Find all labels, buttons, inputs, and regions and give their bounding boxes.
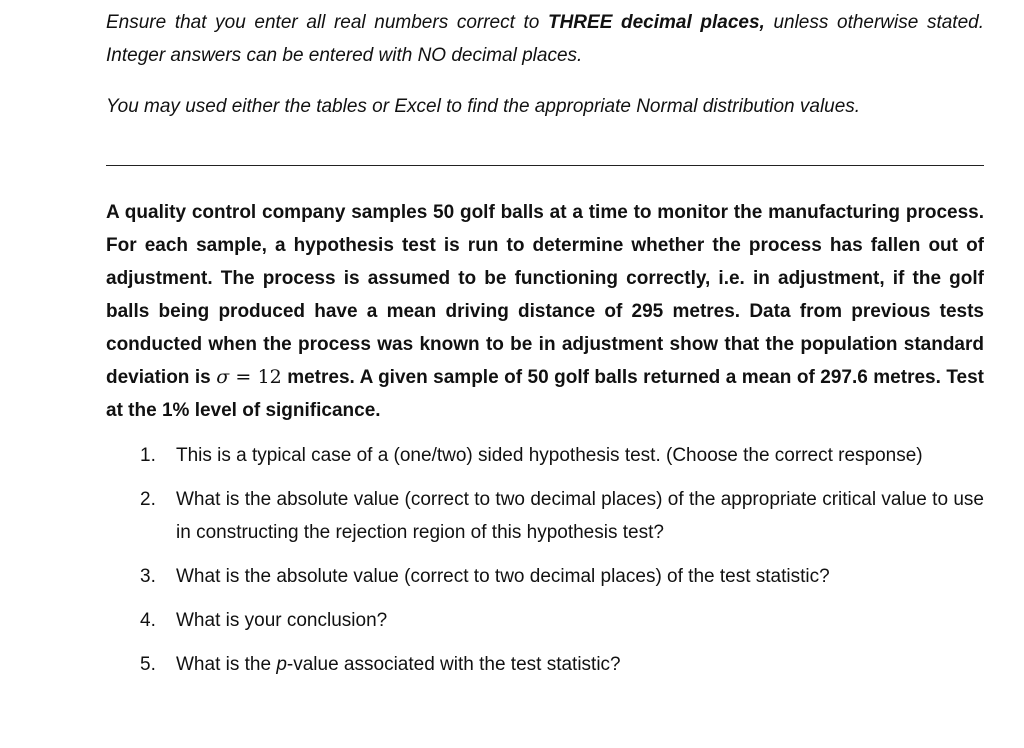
instruction-decimal-places (106, 6, 984, 72)
sigma-value: = 12 (229, 366, 282, 388)
question-item (106, 439, 984, 472)
instruction-emphasis: THREE decimal places, (547, 12, 765, 33)
instruction-tables: You may used either the tables or Excel to find the appropriate Normal distribution values. (106, 96, 861, 117)
question-text-pre: What is the (176, 654, 277, 675)
question-item (106, 483, 984, 549)
sigma-symbol: σ (216, 366, 230, 388)
section-divider (106, 165, 984, 166)
question-number: 2. (140, 489, 156, 510)
problem-text-post: metres. A given sample of 50 golf balls returned a mean of 297.6 metres. Test at the 1% level of significance. (106, 367, 984, 421)
problem-text-pre: A quality control company samples 50 golf balls at a time to monitor the manufacturing process. For each sample, a hypothesis test is run to determine whether the process has fallen out of adjustment. The process is assumed to be functioning correctly, i.e. in adjustment, if the golf balls being produced have a mean driving distance of 295 metres. Data from previous tests conducted when the process was known to be in adjustment show that the population standard deviation is (106, 202, 984, 388)
question-text (176, 654, 621, 675)
question-item (106, 560, 984, 593)
instruction-text-post: unless otherwise stated. Integer answers can be entered with NO decimal places. (106, 12, 984, 66)
question-number: 1. (140, 445, 156, 466)
question-text: What is the absolute value (correct to two decimal places) of the appropriate critical value to use in constructing the rejection region of this hypothesis test? (176, 489, 984, 543)
sigma-expression (216, 366, 282, 388)
question-text: This is a typical case of a (one/two) sided hypothesis test. (Choose the correct response) (176, 445, 923, 466)
question-item (106, 604, 984, 637)
problem-statement (106, 196, 984, 427)
instruction-text-pre: Ensure that you enter all real numbers correct to (106, 12, 548, 33)
question-list (106, 439, 984, 681)
question-number: 4. (140, 610, 156, 631)
p-symbol: p (276, 654, 287, 675)
document-page (106, 0, 984, 692)
question-item (106, 648, 984, 681)
question-number: 5. (140, 654, 156, 675)
question-text: What is your conclusion? (176, 610, 388, 631)
question-text: What is the absolute value (correct to two decimal places) of the test statistic? (176, 566, 830, 587)
question-text-post: -value associated with the test statistic? (286, 654, 621, 675)
question-number: 3. (140, 566, 156, 587)
